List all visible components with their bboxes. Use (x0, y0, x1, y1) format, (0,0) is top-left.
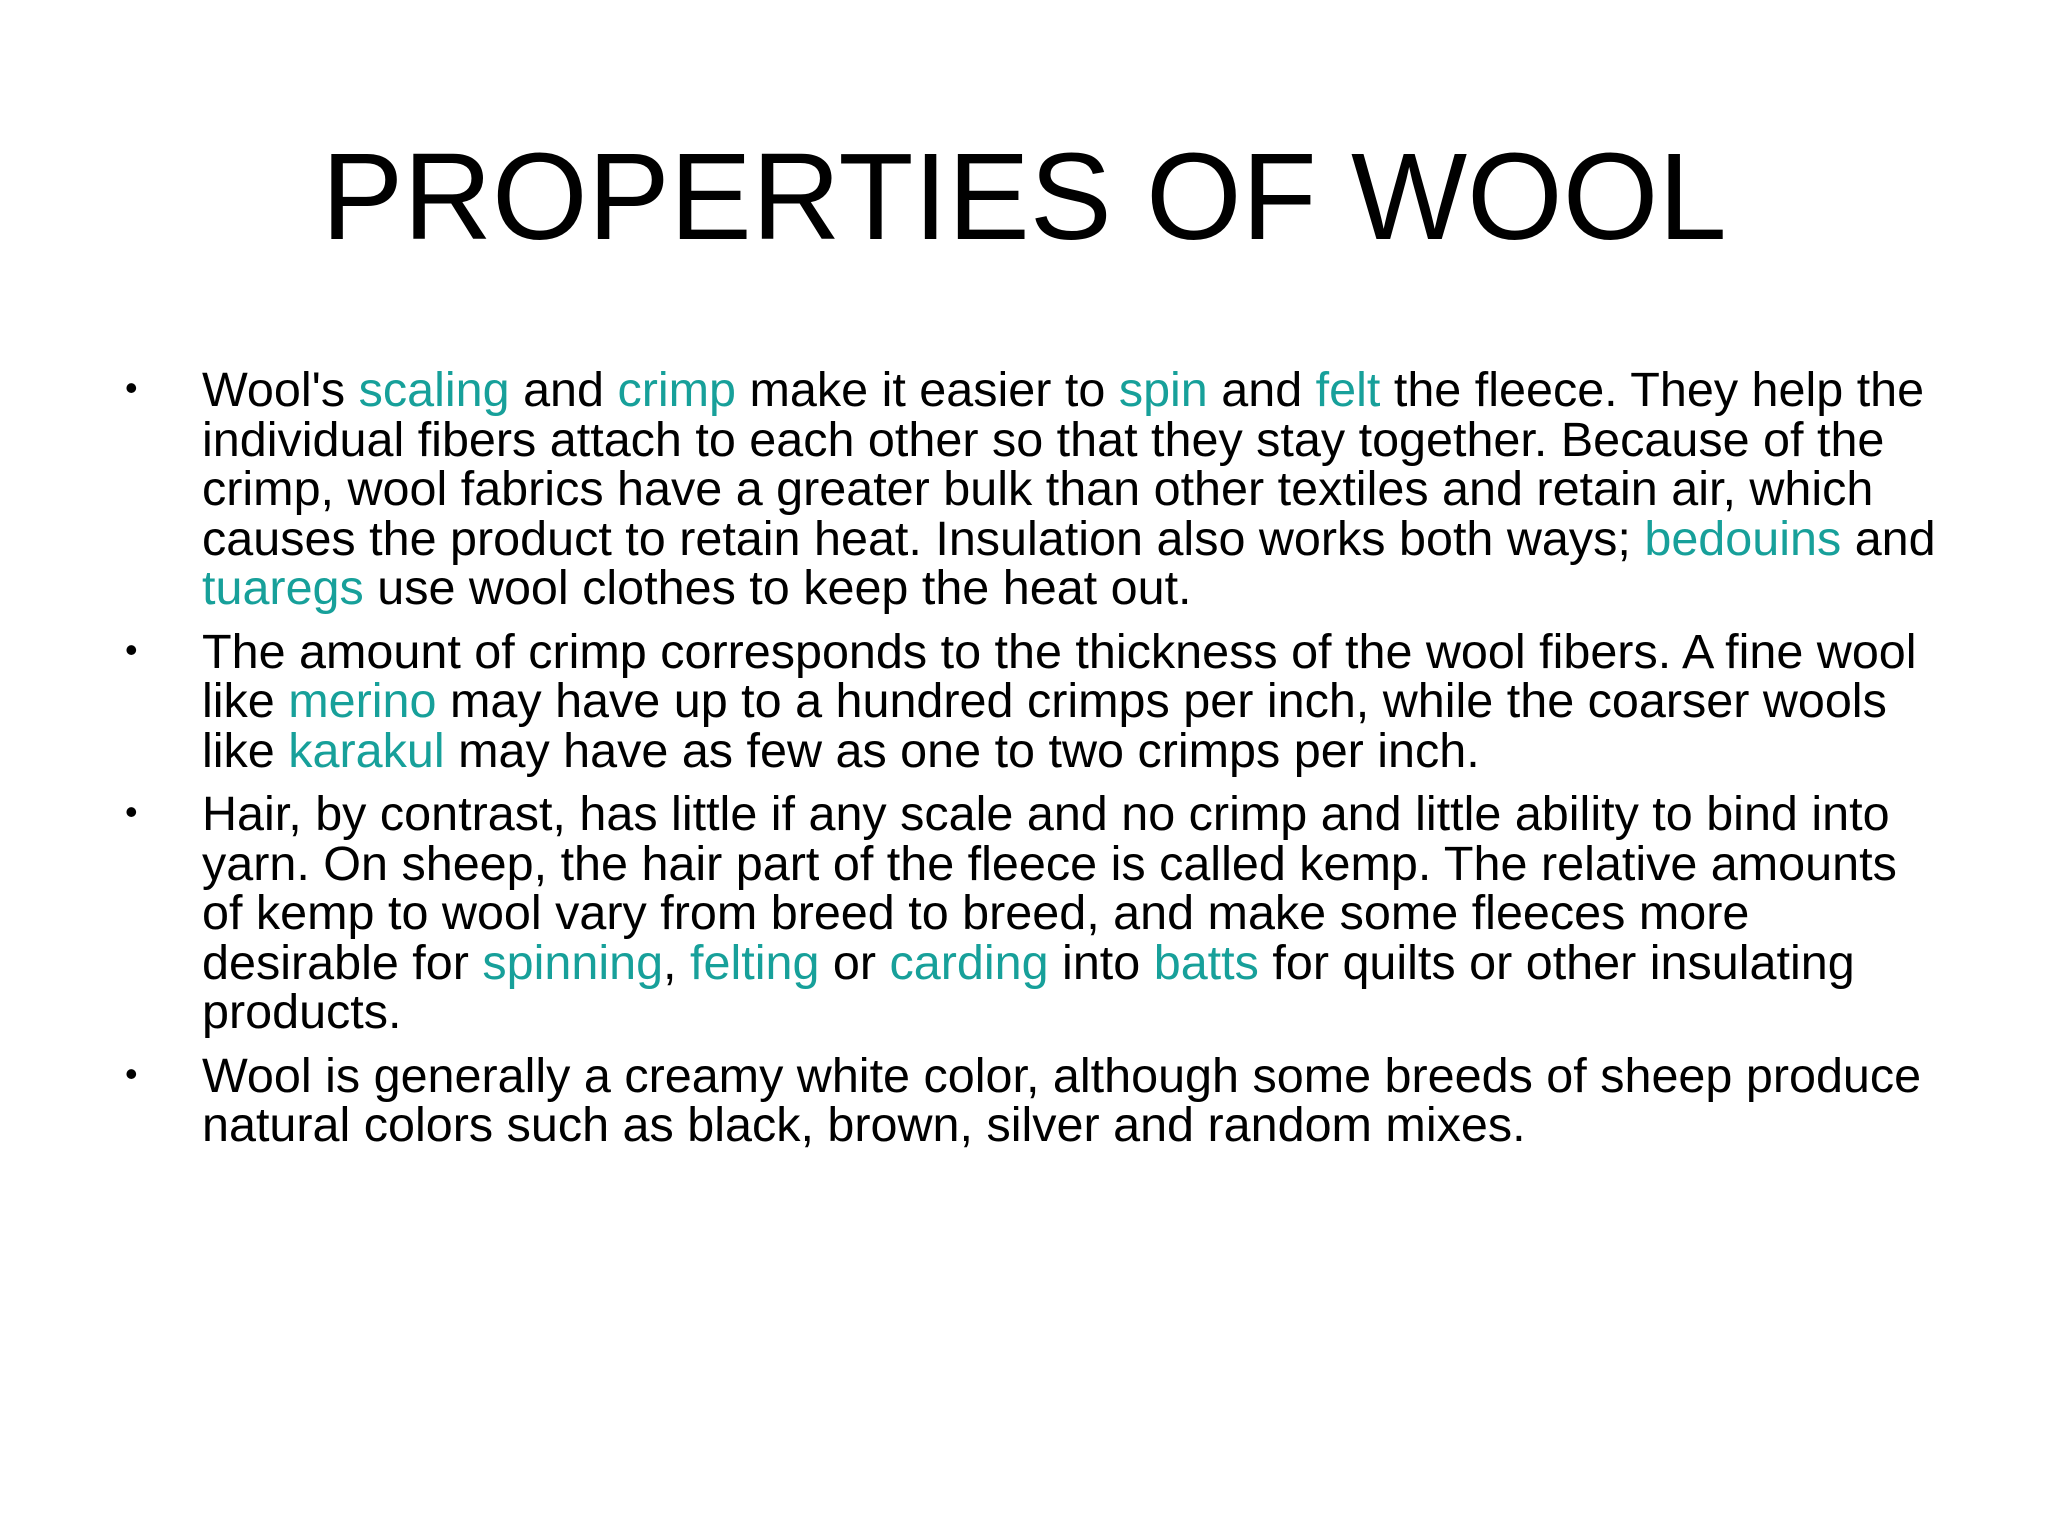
text-segment: and (1841, 511, 1936, 566)
hyperlink-crimp[interactable]: crimp (617, 363, 737, 417)
text-segment: may have as few as one to two crimps per inch. (444, 723, 1480, 778)
text-segment: The amount of crimp corresponds to the thickness of the wool fibers. A fine wool like (202, 624, 1917, 728)
text-segment: use wool clothes to keep the heat out. (363, 561, 1192, 615)
hyperlink-merino[interactable]: merino (288, 674, 437, 728)
text-segment: may have up to a hundred crimps per inch, while the coarser wools like (202, 674, 1887, 778)
hyperlink-batts[interactable]: batts (1153, 935, 1259, 990)
hyperlink-tuaregs[interactable]: tuaregs (202, 561, 364, 615)
text-segment: Hair, by contrast, has little if any scale and no crimp and little ability to bind into yarn. On sheep, the hair part of the fleece is called kemp. The relative amounts of kemp to wool vary from breed to breed, and make some fleeces more desirable for (202, 787, 1897, 990)
text-segment: , (663, 935, 690, 990)
bullet-item (120, 624, 1940, 778)
text-segment: for quilts or other insulating products. (202, 935, 1855, 1039)
bullet-text (202, 787, 1897, 1039)
bullet-item (120, 363, 1940, 615)
text-segment: or (819, 935, 890, 990)
text-segment: Wool is generally a creamy white color, although some breeds of sheep produce natural colors such as black, brown, silver and random mixes. (202, 1048, 1922, 1152)
bullet-marker: • (125, 628, 138, 670)
bullet-marker: • (125, 367, 138, 408)
bullet-text (202, 625, 1917, 778)
hyperlink-karakul[interactable]: karakul (288, 723, 445, 778)
slide-title: PROPERTIES OF WOOL (321, 129, 1727, 266)
text-segment: make it easier to (736, 363, 1119, 417)
hyperlink-spinning[interactable]: spinning (482, 935, 664, 990)
bullet-text (202, 1049, 1921, 1153)
hyperlink-bedouins[interactable]: bedouins (1644, 511, 1842, 566)
bullet-item (120, 1048, 1940, 1152)
hyperlink-spin[interactable]: spin (1118, 363, 1208, 417)
text-segment: and (1207, 363, 1316, 417)
hyperlink-scaling[interactable]: scaling (358, 363, 510, 417)
hyperlink-carding[interactable]: carding (889, 935, 1049, 990)
text-segment: Wool's (202, 363, 359, 417)
hyperlink-felting[interactable]: felting (690, 935, 820, 990)
text-segment: and (509, 363, 618, 417)
bullet-text (202, 363, 1936, 615)
text-segment: the fleece. They help the individual fibers attach to each other so that they stay together. Because of the crimp, wool fabrics have a greater bulk than other textiles and retain air, which causes the product to retain heat. Insulation also works both ways; (202, 363, 1925, 566)
bullet-marker: • (125, 791, 138, 832)
bullet-list (120, 363, 1940, 1165)
bullet-marker: • (125, 1052, 138, 1094)
bullet-item (120, 787, 1940, 1039)
text-segment: into (1048, 935, 1154, 990)
hyperlink-felt[interactable]: felt (1315, 363, 1381, 417)
